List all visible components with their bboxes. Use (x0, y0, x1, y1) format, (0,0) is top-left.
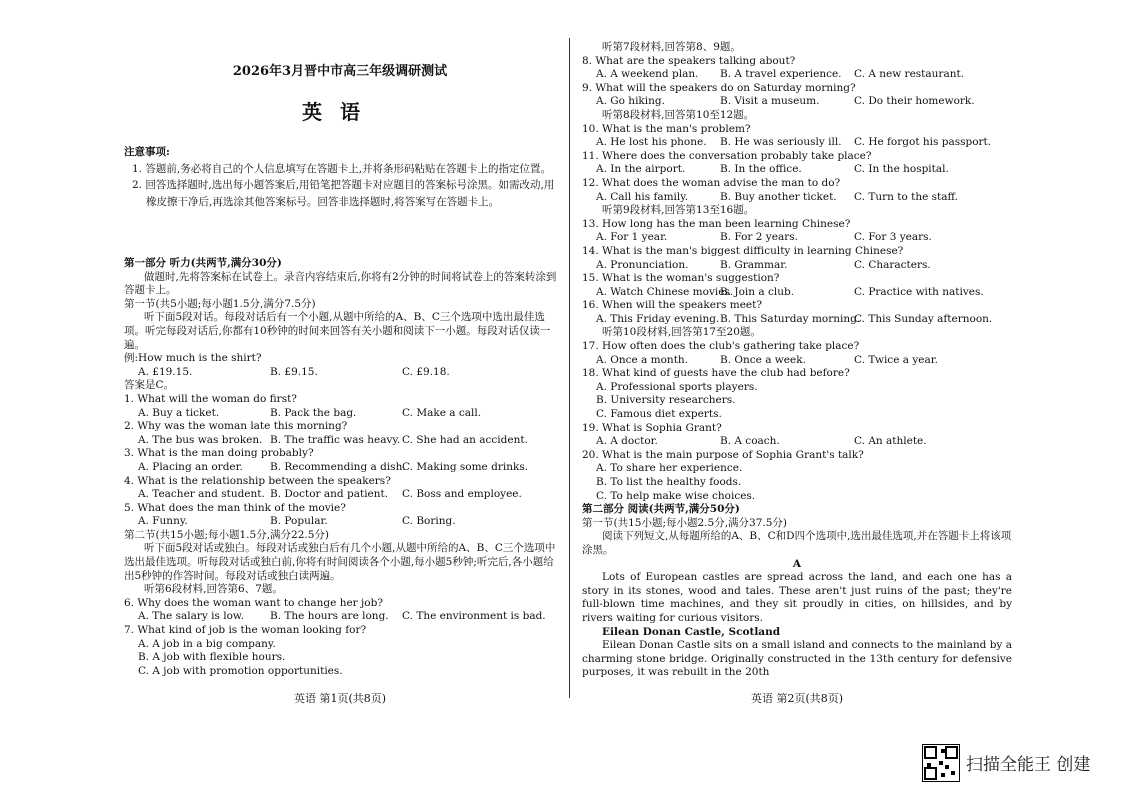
material-6-label: 听第6段材料,回答第6、7题。 (144, 583, 283, 596)
question-9 (582, 82, 1012, 109)
note-item: 1. 答题前,务必将自己的个人信息填写在答题卡上,并将条形码粘贴在答题卡上的指定位置。 (132, 162, 552, 175)
question-text: 13. How long has the man been learning Chinese? (582, 217, 851, 230)
question-text: 3. What is the man doing probably? (124, 447, 314, 460)
example-options (124, 366, 560, 380)
option-c: C. He forgot his passport. (854, 136, 992, 149)
question-text: 14. What is the man's biggest difficulty in learning Chinese? (582, 244, 904, 257)
question-text: 12. What does the woman advise the man to do? (582, 176, 841, 189)
option-a: A. He lost his phone. (596, 136, 707, 149)
part2-instruction: 阅读下列短文,从每题所给的A、B、C和D四个选项中,选出最佳选项,并在答题卡上将该项涂黑。 (582, 530, 1012, 556)
option-b: B. Join a club. (720, 285, 795, 298)
question-text: 5. What does the man think of the movie? (124, 501, 346, 514)
qr-code-icon (922, 744, 960, 782)
option-c: C. Do their homework. (854, 95, 975, 108)
option-a: A. This Friday evening. (596, 312, 720, 325)
option-b: B. Once a week. (720, 353, 806, 366)
option-a: A. The salary is low. (138, 610, 244, 623)
option-c: C. In the hospital. (854, 163, 949, 176)
right-page-footer: 英语 第2页(共8页) (750, 692, 844, 705)
option-b: B. Recommending a dish. (270, 460, 406, 473)
option-b: B. To list the healthy foods. (596, 476, 742, 488)
option-b: B. Visit a museum. (720, 95, 820, 108)
option-a: A. Pronunciation. (596, 258, 689, 271)
right-content (582, 41, 1012, 680)
option-a: A. £19.15. (138, 365, 193, 378)
castle-heading: Eilean Donan Castle, Scotland (602, 625, 781, 638)
option-b: B. For 2 years. (720, 231, 798, 244)
option-c: C. Practice with natives. (854, 285, 984, 298)
option-c: C. Boss and employee. (402, 488, 522, 501)
passage-paragraph-2: Eilean Donan Castle sits on a small island and connects to the mainland by a charming stone bridge. Originally constructed in the 13th century for defensive purposes, it was rebuilt in the 20th (582, 639, 1012, 679)
option-c: C. This Sunday afternoon. (854, 312, 993, 325)
question-text: 11. Where does the conversation probably take place? (582, 149, 872, 162)
section2-instruction: 听下面5段对话或独白。每段对话或独白后有几个小题,从题中所给的A、B、C三个选项中选出最佳选项。听每段对话或独白前,你将有时间阅读各个小题,每小题5秒钟;听完后,各小题给出5秒钟的作答时间。每段对话或独白读两遍。 (124, 542, 556, 582)
question-17 (582, 340, 1012, 367)
question-text: 16. When will the speakers meet? (582, 299, 762, 312)
right-page (582, 0, 1012, 730)
option-a: A. Go hiking. (596, 95, 665, 108)
option-a: A. Placing an order. (138, 460, 243, 473)
question-text: 9. What will the speakers do on Saturday morning? (582, 81, 856, 94)
option-c: C. Twice a year. (854, 353, 938, 366)
option-a: A. Professional sports players. (596, 380, 758, 393)
part1-instruction: 做题时,先将答案标在试卷上。录音内容结束后,你将有2分钟的时间将试卷上的答案转涂到答题卡上。 (124, 270, 557, 297)
section1-heading: 第一节(共5小题;每小题1.5分,满分7.5分) (124, 297, 316, 310)
part1-heading: 第一部分 听力(共两节,满分30分) (124, 257, 282, 269)
material-10-label: 听第10段材料,回答第17至20题。 (602, 326, 761, 339)
material-7-label: 听第7段材料,回答第8、9题。 (602, 41, 741, 53)
option-a: A. In the airport. (596, 163, 686, 176)
question-4 (124, 475, 560, 502)
option-c: C. To help make wise choices. (596, 489, 756, 502)
question-3 (124, 447, 560, 474)
part2-section1-heading: 第一节(共15小题;每小题2.5分,满分37.5分) (582, 516, 788, 529)
option-c: C. £9.18. (402, 365, 450, 378)
question-text: 19. What is Sophia Grant? (582, 421, 722, 434)
option-c: C. A job with promotion opportunities. (138, 664, 343, 677)
option-b: B. A job with flexible hours. (138, 651, 286, 664)
subject-title: 英语 (302, 100, 378, 124)
question-1 (124, 393, 560, 420)
option-a: A. Buy a ticket. (138, 406, 220, 419)
option-b: B. £9.15. (270, 365, 318, 378)
example-question: 例:How much is the shirt? (124, 352, 262, 365)
passage-paragraph-1: Lots of European castles are spread across the land, and each one has a story in its stones, wood and tales. These aren't just ruins of the past; they're full-blown time machines, and they sit proudly in cities, on hillsides, and by rivers waiting for curious visitors. (582, 571, 1012, 624)
section2-heading: 第二节(共15小题;每小题1.5分,满分22.5分) (124, 528, 330, 541)
question-7 (124, 624, 560, 678)
part2-heading: 第二部分 阅读(共两节,满分50分) (582, 503, 740, 516)
option-c: C. Characters. (854, 258, 931, 271)
option-c: C. Making some drinks. (402, 460, 529, 473)
option-b: B. Buy another ticket. (720, 190, 837, 203)
question-11 (582, 150, 1012, 177)
option-c: C. Famous diet experts. (596, 408, 722, 421)
notes-heading: 注意事项: (124, 146, 170, 158)
option-a: A. Once a month. (596, 353, 689, 366)
question-text: 7. What kind of job is the woman looking for? (124, 624, 367, 637)
question-8 (582, 55, 1012, 82)
option-a: A. Watch Chinese movies. (596, 285, 734, 298)
option-b: B. Doctor and patient. (270, 488, 389, 501)
question-text: 8. What are the speakers talking about? (582, 54, 796, 67)
question-text: 4. What is the relationship between the speakers? (124, 474, 391, 487)
section1-instruction: 听下面5段对话。每段对话后有一个小题,从题中所给的A、B、C三个选项中选出最佳选项。听完每段对话后,你都有10秒钟的时间来回答有关小题和阅读下一小题。每段对话仅读一遍。 (124, 311, 551, 351)
question-text: 18. What kind of guests have the club had before? (582, 367, 850, 380)
question-13 (582, 218, 1012, 245)
option-c: C. Boring. (402, 515, 456, 528)
option-b: B. He was seriously ill. (720, 136, 842, 149)
option-c: C. She had an accident. (402, 433, 528, 446)
question-text: 2. Why was the woman late this morning? (124, 420, 348, 433)
option-a: A. A weekend plan. (596, 68, 699, 81)
question-5 (124, 502, 560, 529)
option-b: B. This Saturday morning. (720, 312, 861, 325)
note-item: 2. 回答选择题时,选出每小题答案后,用铅笔把答题卡对应题目的答案标号涂黑。如需改动,用橡皮擦干净后,再选涂其他答案标号。回答非选择题时,将答案写在答题卡上。 (132, 179, 555, 208)
scanner-watermark: 扫描全能王 创建 (966, 755, 1091, 775)
option-a: A. A doctor. (596, 435, 658, 448)
question-text: 17. How often does the club's gathering take place? (582, 340, 860, 353)
question-text: 10. What is the man's problem? (582, 122, 751, 135)
question-14 (582, 245, 1012, 272)
question-text: 1. What will the woman do first? (124, 392, 297, 405)
question-6 (124, 597, 560, 624)
option-b: B. A coach. (720, 435, 780, 448)
option-a: A. For 1 year. (596, 231, 668, 244)
material-8-label: 听第8段材料,回答第10至12题。 (602, 108, 755, 121)
question-text: 20. What is the main purpose of Sophia Grant's talk? (582, 448, 864, 461)
option-a: A. Teacher and student. (138, 488, 265, 501)
option-b: B. University researchers. (596, 394, 736, 407)
option-a: A. To share her experience. (596, 462, 743, 475)
question-20 (582, 449, 1012, 503)
page-divider (569, 38, 570, 698)
option-c: C. Make a call. (402, 406, 482, 419)
option-b: B. In the office. (720, 163, 802, 176)
option-a: A. Call his family. (596, 190, 689, 203)
question-text: 15. What is the woman's suggestion? (582, 272, 780, 285)
question-16 (582, 299, 1012, 326)
left-content (124, 257, 560, 678)
question-19 (582, 422, 1012, 449)
option-a: A. Funny. (138, 515, 188, 528)
option-b: B. Pack the bag. (270, 406, 357, 419)
option-c: C. For 3 years. (854, 231, 932, 244)
question-12 (582, 177, 1012, 204)
material-9-label: 听第9段材料,回答第13至16题。 (602, 204, 755, 217)
question-15 (582, 272, 1012, 299)
left-page-footer: 英语 第1页(共8页) (293, 692, 387, 705)
question-text: 6. Why does the woman want to change her job? (124, 596, 383, 609)
option-b: B. Grammar. (720, 258, 788, 271)
passage-label: A (792, 557, 802, 570)
option-c: C. An athlete. (854, 435, 927, 448)
option-a: A. A job in a big company. (138, 637, 276, 650)
option-a: A. The bus was broken. (138, 433, 263, 446)
exam-title: 2026年3月晋中市高三年级调研测试 (232, 64, 448, 79)
option-b: B. A travel experience. (720, 68, 842, 81)
example-answer: 答案是C。 (124, 379, 175, 392)
left-page (120, 0, 560, 730)
question-10 (582, 123, 1012, 150)
notes-block (124, 144, 556, 210)
question-2 (124, 420, 560, 447)
option-b: B. The traffic was heavy. (270, 433, 401, 446)
option-c: C. A new restaurant. (854, 68, 965, 81)
option-c: C. Turn to the staff. (854, 190, 958, 203)
option-b: B. Popular. (270, 515, 328, 528)
option-c: C. The environment is bad. (402, 610, 546, 623)
option-b: B. The hours are long. (270, 610, 389, 623)
question-18 (582, 367, 1012, 421)
